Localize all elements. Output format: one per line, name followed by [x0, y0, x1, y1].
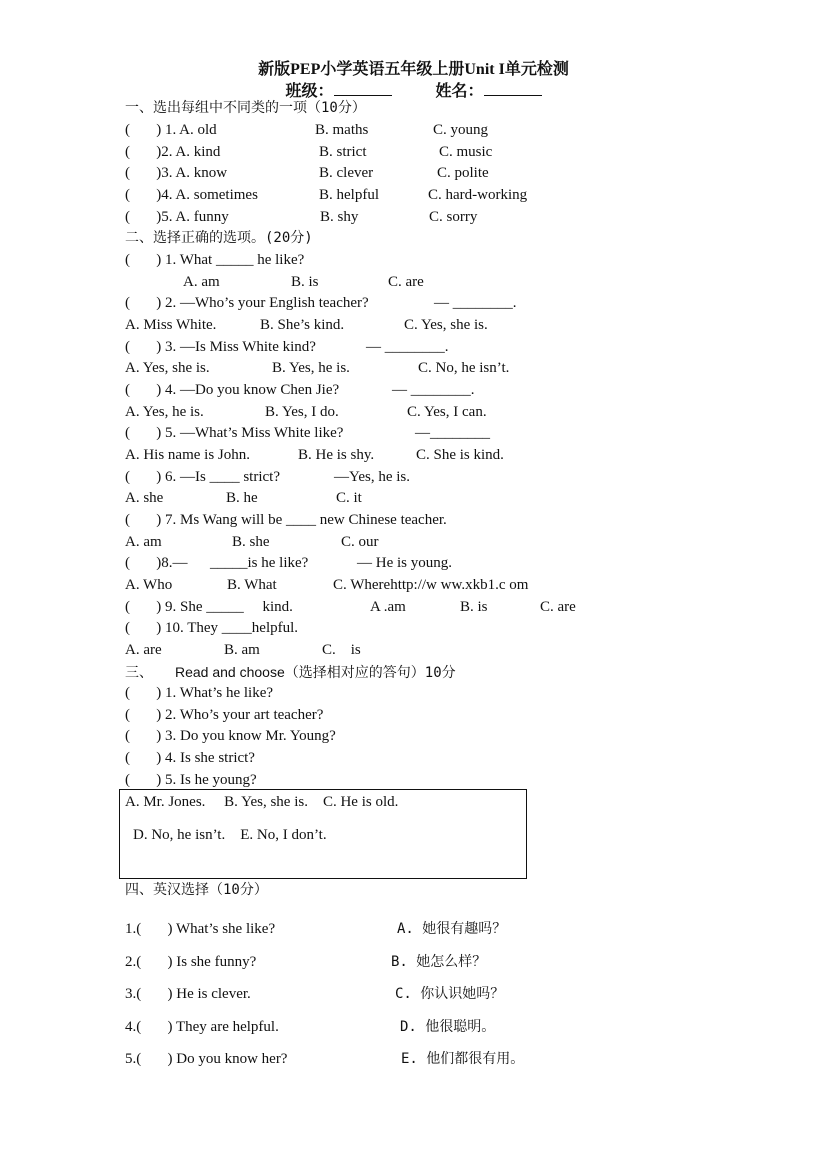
s2-q5-option-c: C. She is kind.	[416, 447, 504, 463]
section2-heading: 二、选择正确的选项。(20分)	[125, 230, 313, 246]
s2-q8-question: ( )8.— _____is he like?	[125, 555, 309, 571]
s4-item-1-cn	[397, 920, 506, 938]
s2-q4-option-a: A. Yes, he is.	[125, 404, 204, 420]
s4-item-3-cn	[395, 985, 504, 1003]
s2-q1-option-a: A. am	[183, 274, 220, 290]
s2-q8-option-c: C. Wherehttp://w ww.xkb1.c om	[333, 577, 529, 593]
student-info-line	[0, 78, 827, 101]
section3-heading-en: Read and choose	[175, 664, 285, 680]
s1-q4-a: ( )4. A. sometimes	[125, 187, 258, 203]
s2-q8-option-a: A. Who	[125, 577, 173, 593]
s4-letter-b: B.	[391, 954, 408, 970]
s2-q7-question: ( ) 7. Ms Wang will be ____ new Chinese teacher.	[125, 512, 447, 528]
s2-q2-answer: — ________.	[434, 295, 517, 311]
section4-heading: 四、英汉选择（10分）	[125, 882, 268, 898]
s1-q1-a: ( ) 1. A. old	[125, 122, 217, 138]
s2-q10-question: ( ) 10. They ____helpful.	[125, 620, 299, 636]
s3-item-2: ( ) 2. Who’s your art teacher?	[125, 707, 324, 723]
class-label: 班级：	[285, 83, 334, 100]
s4-item-2-en: 2.( ) Is she funny?	[125, 954, 257, 970]
s2-q9-option-b: B. is	[460, 599, 488, 615]
s2-q10-option-a: A. are	[125, 642, 162, 658]
s2-q6-option-a: A. she	[125, 490, 164, 506]
s1-q1-c: C. young	[433, 122, 489, 138]
s1-q4-c: C. hard-working	[428, 187, 528, 203]
s2-q2-option-c: C. Yes, she is.	[404, 317, 488, 333]
s2-q3-question: ( ) 3. —Is Miss White kind?	[125, 339, 316, 355]
s1-q5-b: B. shy	[320, 209, 359, 225]
s2-q4-question: ( ) 4. —Do you know Chen Jie?	[125, 382, 340, 398]
s2-q2-option-b: B. She’s kind.	[260, 317, 345, 333]
s3-item-4: ( ) 4. Is she strict?	[125, 750, 255, 766]
s2-q7-option-b: B. she	[232, 534, 270, 550]
name-label: 姓名：	[435, 83, 484, 100]
s1-q3-c: C. polite	[437, 165, 489, 181]
s4-cn-e: 他们都很有用。	[426, 1051, 525, 1067]
s2-q8-answer: — He is young.	[357, 555, 452, 571]
s3-box-line-2: D. No, he isn’t. E. No, I don’t.	[133, 827, 327, 843]
s2-q6-question: ( ) 6. —Is ____ strict?	[125, 469, 280, 485]
s2-q10-option-b: B. am	[224, 642, 260, 658]
s2-q3-option-a: A. Yes, she is.	[125, 360, 210, 376]
s4-letter-c: C.	[395, 986, 412, 1002]
s2-q7-option-a: A. am	[125, 534, 162, 550]
s4-cn-a: 她很有趣吗？	[422, 921, 507, 937]
section3-heading-cn: （选择相对应的答句）10分	[284, 665, 456, 681]
s1-q1-b: B. maths	[315, 122, 369, 138]
name-blank[interactable]	[484, 81, 542, 96]
s2-q2-question: ( ) 2. —Who’s your English teacher?	[125, 295, 369, 311]
s2-q6-answer: —Yes, he is.	[334, 469, 410, 485]
s2-q1-question: ( ) 1. What _____ he like?	[125, 252, 305, 268]
s2-q3-option-c: C. No, he isn’t.	[418, 360, 510, 376]
s2-q6-option-c: C. it	[336, 490, 362, 506]
s2-q1-option-c: C. are	[388, 274, 424, 290]
s2-q3-option-b: B. Yes, he is.	[272, 360, 350, 376]
s1-q4-b: B. helpful	[319, 187, 379, 203]
s3-item-1: ( ) 1. What’s he like?	[125, 685, 274, 701]
s3-item-3: ( ) 3. Do you know Mr. Young?	[125, 728, 336, 744]
s1-q2-c: C. music	[439, 144, 493, 160]
s1-q3-a: ( )3. A. know	[125, 165, 228, 181]
s4-item-4-cn	[400, 1018, 495, 1036]
s1-q3-b: B. clever	[319, 165, 374, 181]
s4-cn-b: 她怎么样？	[416, 954, 487, 970]
s3-box-line-1: A. Mr. Jones. B. Yes, she is. C. He is old.	[125, 794, 399, 810]
s2-q5-answer: —________	[415, 425, 490, 441]
s2-q5-option-a: A. His name is John.	[125, 447, 250, 463]
s2-q6-option-b: B. he	[226, 490, 258, 506]
s2-q2-option-a: A. Miss White.	[125, 317, 217, 333]
section3-heading	[125, 663, 456, 682]
s2-q10-option-c: C. is	[322, 642, 361, 658]
s3-item-5: ( ) 5. Is he young?	[125, 772, 257, 788]
s4-item-2-cn	[391, 953, 486, 971]
s4-item-4-en: 4.( ) They are helpful.	[125, 1019, 279, 1035]
s2-q4-answer: — ________.	[392, 382, 475, 398]
s4-item-1-en: 1.( ) What’s she like?	[125, 921, 276, 937]
s2-q4-option-b: B. Yes, I do.	[265, 404, 339, 420]
s2-q5-question: ( ) 5. —What’s Miss White like?	[125, 425, 344, 441]
s4-letter-a: A.	[397, 921, 414, 937]
s4-item-5-cn	[401, 1050, 524, 1068]
s1-q2-a: ( )2. A. kind	[125, 144, 221, 160]
section1-heading: 一、选出每组中不同类的一项（10分）	[125, 100, 366, 116]
s4-cn-d: 他很聪明。	[425, 1019, 496, 1035]
s1-q5-a: ( )5. A. funny	[125, 209, 229, 225]
s2-q3-answer: — ________.	[366, 339, 449, 355]
worksheet-title: 新版PEP小学英语五年级上册Unit I单元检测	[258, 61, 569, 78]
s2-q5-option-b: B. He is shy.	[298, 447, 375, 463]
s2-q9-option-a: A .am	[370, 599, 406, 615]
s1-q2-b: B. strict	[319, 144, 367, 160]
s4-item-5-en: 5.( ) Do you know her?	[125, 1051, 288, 1067]
s2-q9-question: ( ) 9. She _____ kind.	[125, 599, 293, 615]
s2-q4-option-c: C. Yes, I can.	[407, 404, 487, 420]
s4-item-3-en: 3.( ) He is clever.	[125, 986, 251, 1002]
s1-q5-c: C. sorry	[429, 209, 478, 225]
section3-heading-num: 三、	[125, 665, 153, 681]
s4-cn-c: 你认识她吗？	[420, 986, 505, 1002]
s2-q9-option-c: C. are	[540, 599, 576, 615]
s2-q7-option-c: C. our	[341, 534, 379, 550]
s2-q8-option-b: B. What	[227, 577, 277, 593]
s4-letter-d: D.	[400, 1019, 417, 1035]
class-blank[interactable]	[334, 81, 392, 96]
s4-letter-e: E.	[401, 1051, 418, 1067]
s2-q1-option-b: B. is	[291, 274, 319, 290]
